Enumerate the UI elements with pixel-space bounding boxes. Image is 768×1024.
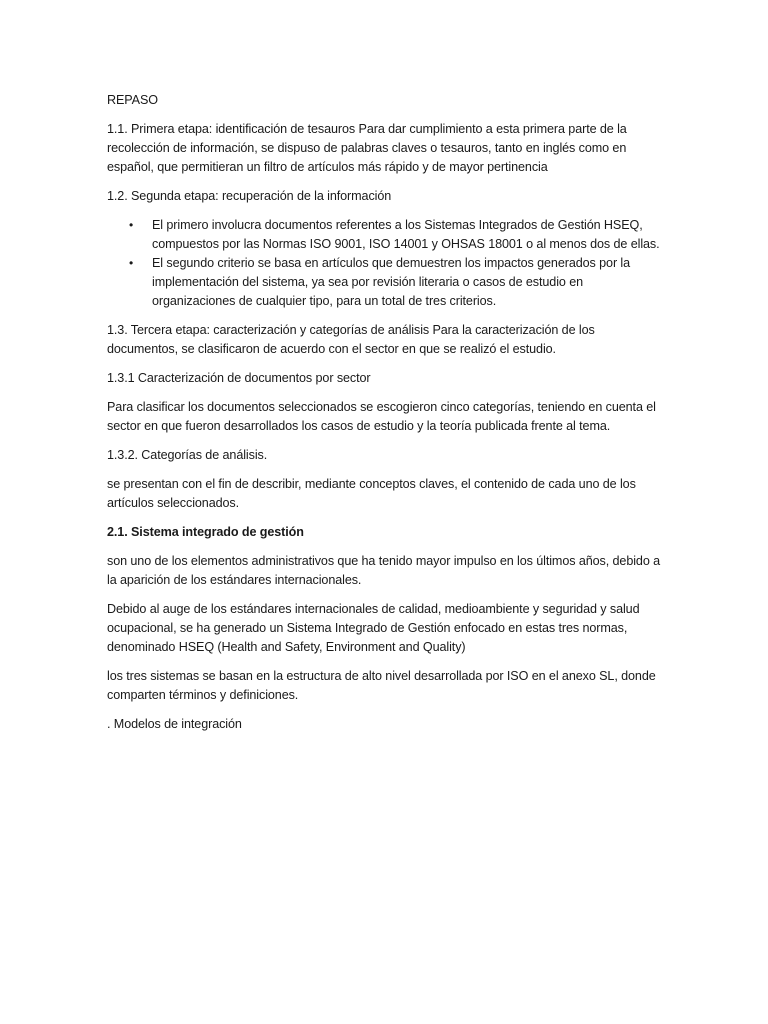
subheading-categorias-analisis: 1.3.2. Categorías de análisis. <box>107 448 268 462</box>
bullet-item <box>107 216 667 254</box>
paragraph-clasificar: Para clasificar los documentos seleccionados se escogieron cinco categorías, teniendo en cuenta el sector en que fueron desarrollados los casos de estudio y la teoría publicada frente al tema. <box>107 400 656 433</box>
bullet-text: El segundo criterio se basa en artículos que demuestren los impactos generados por la implementación del sistema, ya sea por revisión literaria o casos de estudio en organizaciones de cualquier tipo, para un total de tres criterios. <box>152 256 631 308</box>
paragraph-se-presentan: se presentan con el fin de describir, mediante conceptos claves, el contenido de cada uno de los artículos seleccionados. <box>107 477 636 510</box>
bullet-text: El primero involucra documentos referentes a los Sistemas Integrados de Gestión HSEQ, compuestos por las Normas ISO 9001, ISO 14001 y OHSAS 18001 o al menos dos de ellas. <box>152 218 660 251</box>
paragraph-elementos-administrativos: son uno de los elementos administrativos que ha tenido mayor impulso en los últimos años, debido a la aparición de los estándares internacionales. <box>107 554 661 587</box>
criteria-bullet-list <box>107 216 667 311</box>
bullet-item <box>107 254 667 311</box>
subheading-modelos-integracion: . Modelos de integración <box>107 717 242 731</box>
paragraph-tres-sistemas: los tres sistemas se basan en la estructura de alto nivel desarrollada por ISO en el anexo SL, donde comparten términos y definiciones. <box>107 669 656 702</box>
paragraph-segunda-etapa: 1.2. Segunda etapa: recuperación de la información <box>107 189 392 203</box>
bullet-icon: • <box>129 218 134 232</box>
paragraph-auge-estandares: Debido al auge de los estándares internacionales de calidad, medioambiente y seguridad y salud ocupacional, se ha generado un Sistema Integrado de Gestión enfocado en estas tres normas, denominado HSEQ (Health and Safety, Environment and Quality) <box>107 602 640 654</box>
document-title: REPASO <box>107 93 158 107</box>
heading-sistema-integrado: 2.1. Sistema integrado de gestión <box>107 525 304 539</box>
paragraph-tercera-etapa: 1.3. Tercera etapa: caracterización y categorías de análisis Para la caracterización de los documentos, se clasificaron de acuerdo con el sector en que se realizó el estudio. <box>107 323 595 356</box>
document-body <box>107 91 667 744</box>
subheading-caracterizacion-sector: 1.3.1 Caracterización de documentos por sector <box>107 371 371 385</box>
bullet-icon: • <box>129 256 134 270</box>
paragraph-primera-etapa: 1.1. Primera etapa: identificación de tesauros Para dar cumplimiento a esta primera parte de la recolección de información, se dispuso de palabras claves o tesauros, tanto en inglés como en español, que permitieran un filtro de artículos más rápido y de mayor pertinencia <box>107 122 627 174</box>
